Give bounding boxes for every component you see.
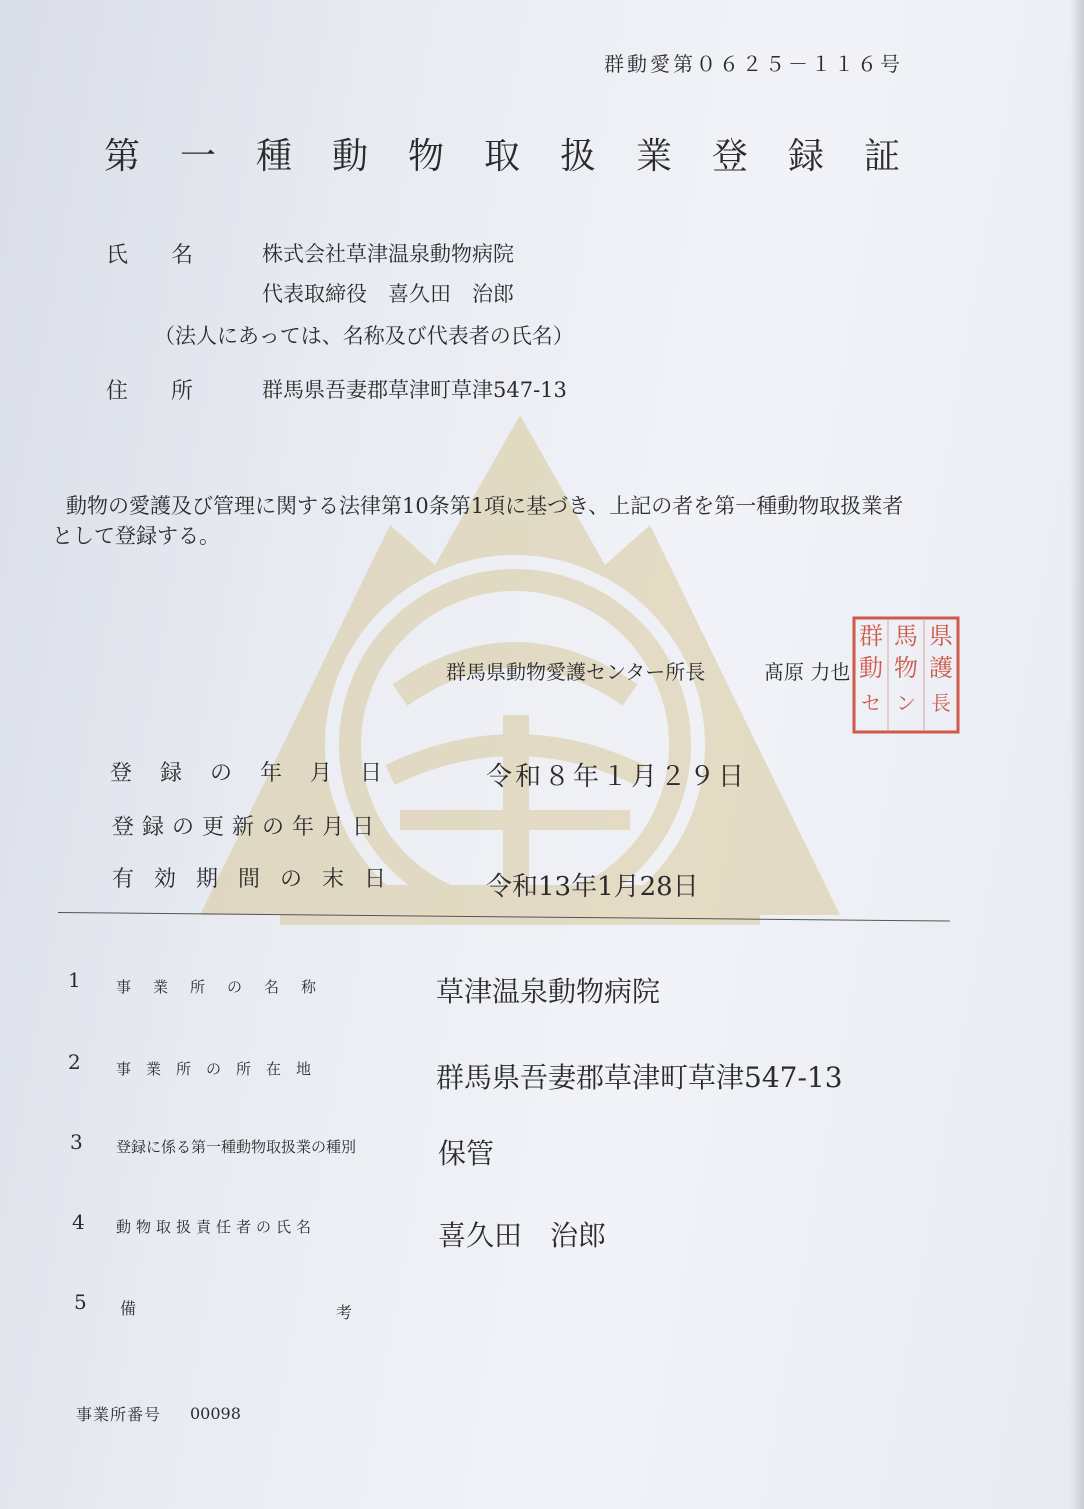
item-label: 動物取扱責任者の氏名 — [116, 1218, 317, 1236]
document-title: 第一種動物取扱業登録証 — [104, 136, 941, 177]
item-value: 草津温泉動物病院 — [436, 975, 661, 1008]
svg-text:動: 動 — [859, 654, 883, 682]
body-line-1: 動物の愛護及び管理に関する法律第10条第1項に基づき、上記の者を第一種動物取扱業者 — [66, 494, 904, 518]
renewal-date-label: 登録の更新の年月日 — [112, 815, 383, 840]
name-note: （法人にあっては、名称及び代表者の氏名） — [154, 324, 574, 348]
item-number: 4 — [72, 1210, 85, 1234]
registration-date-value: 令和８年１月２９日 — [486, 762, 748, 792]
address-label: 住 所 — [106, 379, 211, 404]
registration-date-label: 登録の年月日 — [110, 761, 411, 786]
body-line-2: として登録する。 — [52, 524, 220, 548]
address-value: 群馬県吾妻郡草津町草津547-13 — [262, 378, 567, 402]
name-representative: 代表取締役 喜久田 治郎 — [262, 282, 514, 306]
svg-text:馬: 馬 — [894, 622, 918, 650]
item-number: 1 — [68, 968, 81, 992]
svg-text:ン: ン — [896, 691, 916, 715]
svg-text:群: 群 — [859, 622, 883, 650]
svg-text:県: 県 — [929, 622, 953, 650]
issuer-name: 髙原 力也 — [764, 660, 851, 684]
office-number-value: 00098 — [190, 1404, 241, 1423]
issuer-title: 群馬県動物愛護センター所長 — [446, 660, 706, 684]
item-label: 事業所の名称 — [116, 978, 339, 996]
paper-edge-shadow — [1070, 0, 1084, 1509]
item-label-remarks-2: 考 — [336, 1303, 353, 1322]
name-label: 氏 名 — [106, 243, 211, 268]
item-number: 5 — [74, 1290, 87, 1314]
item-value: 保管 — [438, 1137, 495, 1170]
svg-text:護: 護 — [929, 654, 953, 682]
official-seal — [850, 614, 962, 736]
svg-text:物: 物 — [894, 654, 918, 682]
item-number: 2 — [68, 1050, 81, 1074]
svg-text:セ: セ — [861, 691, 881, 715]
document-number: 群動愛第０６２５－１１６号 — [604, 52, 903, 76]
name-company: 株式会社草津温泉動物病院 — [262, 242, 514, 266]
svg-text:長: 長 — [931, 691, 951, 715]
expiry-date-value: 令和13年1月28日 — [486, 872, 699, 902]
item-value: 群馬県吾妻郡草津町草津547-13 — [436, 1061, 843, 1094]
expiry-date-label: 有効期間の末日 — [112, 867, 407, 892]
item-value: 喜久田 治郎 — [438, 1219, 607, 1252]
item-label-remarks-1: 備 — [120, 1299, 137, 1318]
item-label: 事業所の所在地 — [116, 1060, 327, 1078]
office-number-label: 事業所番号 — [76, 1405, 162, 1424]
item-label: 登録に係る第一種動物取扱業の種別 — [116, 1138, 357, 1156]
item-number: 3 — [70, 1130, 83, 1154]
